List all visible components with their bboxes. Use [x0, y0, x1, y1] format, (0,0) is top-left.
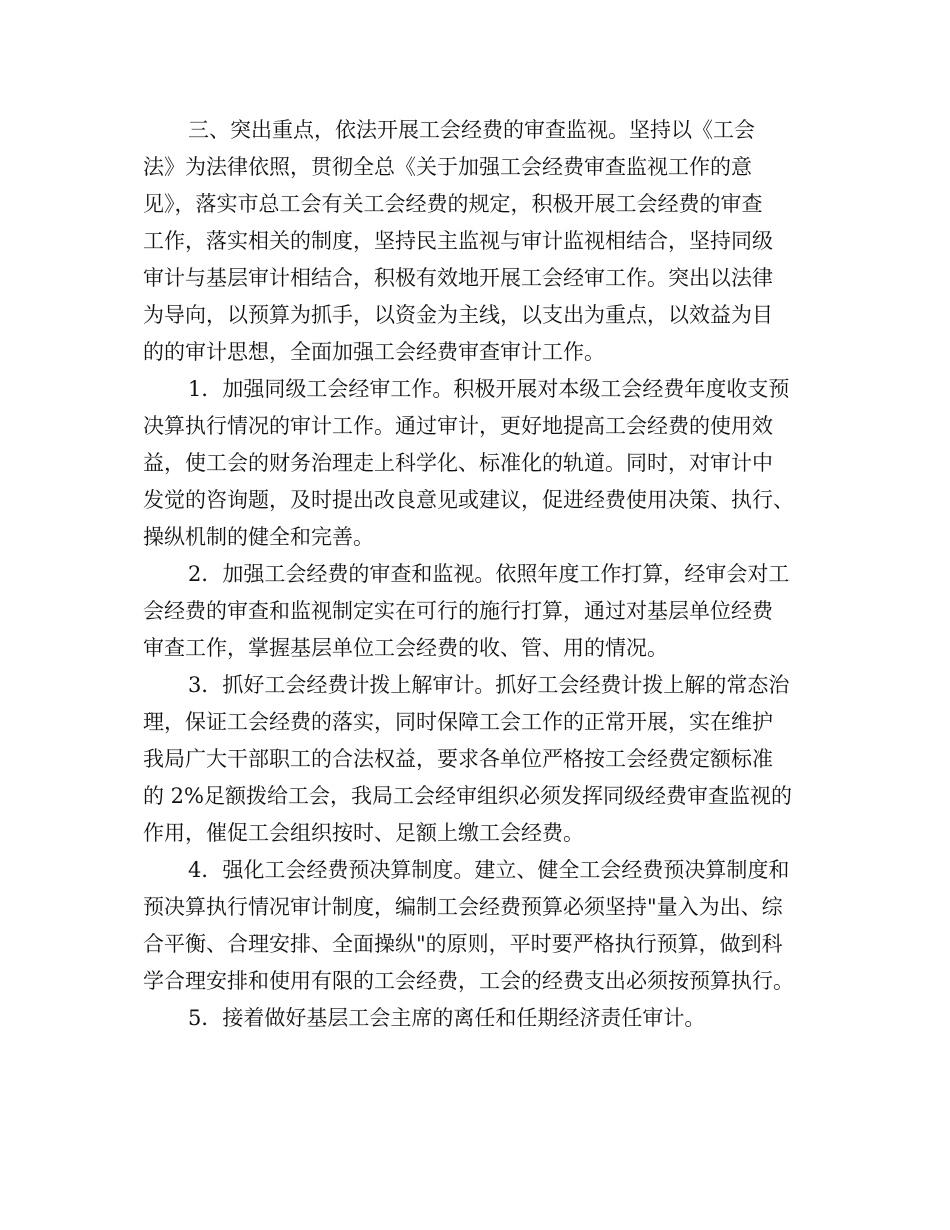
paragraph-line: 操纵机制的健全和完善。	[143, 525, 374, 549]
paragraph-line: 为导向，以预算为抓手，以资金为主线，以支出为重点，以效益为目	[143, 303, 773, 327]
paragraph-line: 预决算执行情况审计制度，编制工会经费预算必须坚持"量入为出、综	[143, 895, 783, 919]
paragraph-line: 见》，落实市总工会有关工会经费的规定，积极开展工会经费的审查	[143, 192, 763, 216]
paragraph-line: 法》为法律依照，贯彻全总《关于加强工会经费审查监视工作的意	[143, 155, 752, 179]
paragraph-line: 学合理安排和使用有限的工会经费，工会的经费支出必须按预算执行。	[143, 969, 794, 993]
paragraph-line: 1．加强同级工会经审工作。积极开展对本级工会经费年度收支预	[188, 377, 790, 401]
paragraph-line: 益，使工会的财务治理走上科学化、标准化的轨道。同时，对审计中	[143, 451, 773, 475]
paragraph-line: 审查工作，掌握基层单位工会经费的收、管、用的情况。	[143, 636, 668, 660]
paragraph-line: 3．抓好工会经费计拨上解审计。抓好工会经费计拨上解的常态治	[188, 673, 790, 697]
paragraph-line: 合平衡、合理安排、全面操纵"的原则，平时要严格执行预算，做到科	[143, 932, 783, 956]
paragraph-line: 决算执行情况的审计工作。通过审计，更好地提高工会经费的使用效	[143, 414, 773, 438]
paragraph-line: 三、突出重点，依法开展工会经费的审查监视。坚持以《工会	[188, 118, 755, 142]
paragraph-line: 会经费的审查和监视制定实在可行的施行打算，通过对基层单位经费	[143, 599, 773, 623]
paragraph-line: 5．接着做好基层工会主席的离任和任期经济责任审计。	[188, 1006, 706, 1030]
paragraph-line: 2．加强工会经费的审查和监视。依照年度工作打算，经审会对工	[188, 562, 790, 586]
paragraph-line: 发觉的咨询题，及时提出改良意见或建议，促进经费使用决策、执行、	[143, 488, 794, 512]
paragraph-line: 作用，催促工会组织按时、足额上缴工会经费。	[143, 821, 584, 845]
paragraph-line: 理，保证工会经费的落实，同时保障工会工作的正常开展，实在维护	[143, 710, 773, 734]
paragraph-line: 工作，落实相关的制度，坚持民主监视与审计监视相结合，坚持同级	[143, 229, 773, 253]
paragraph-line: 的的审计思想，全面加强工会经费审查审计工作。	[143, 340, 605, 364]
paragraph-line: 4．强化工会经费预决算制度。建立、健全工会经费预决算制度和	[188, 858, 790, 882]
paragraph-line: 的 2%足额拨给工会，我局工会经审组织必须发挥同级经费审查监视的	[143, 784, 792, 808]
paragraph-line: 我局广大干部职工的合法权益，要求各单位严格按工会经费定额标准	[143, 747, 773, 771]
paragraph-line: 审计与基层审计相结合，积极有效地开展工会经审工作。突出以法律	[143, 266, 773, 290]
